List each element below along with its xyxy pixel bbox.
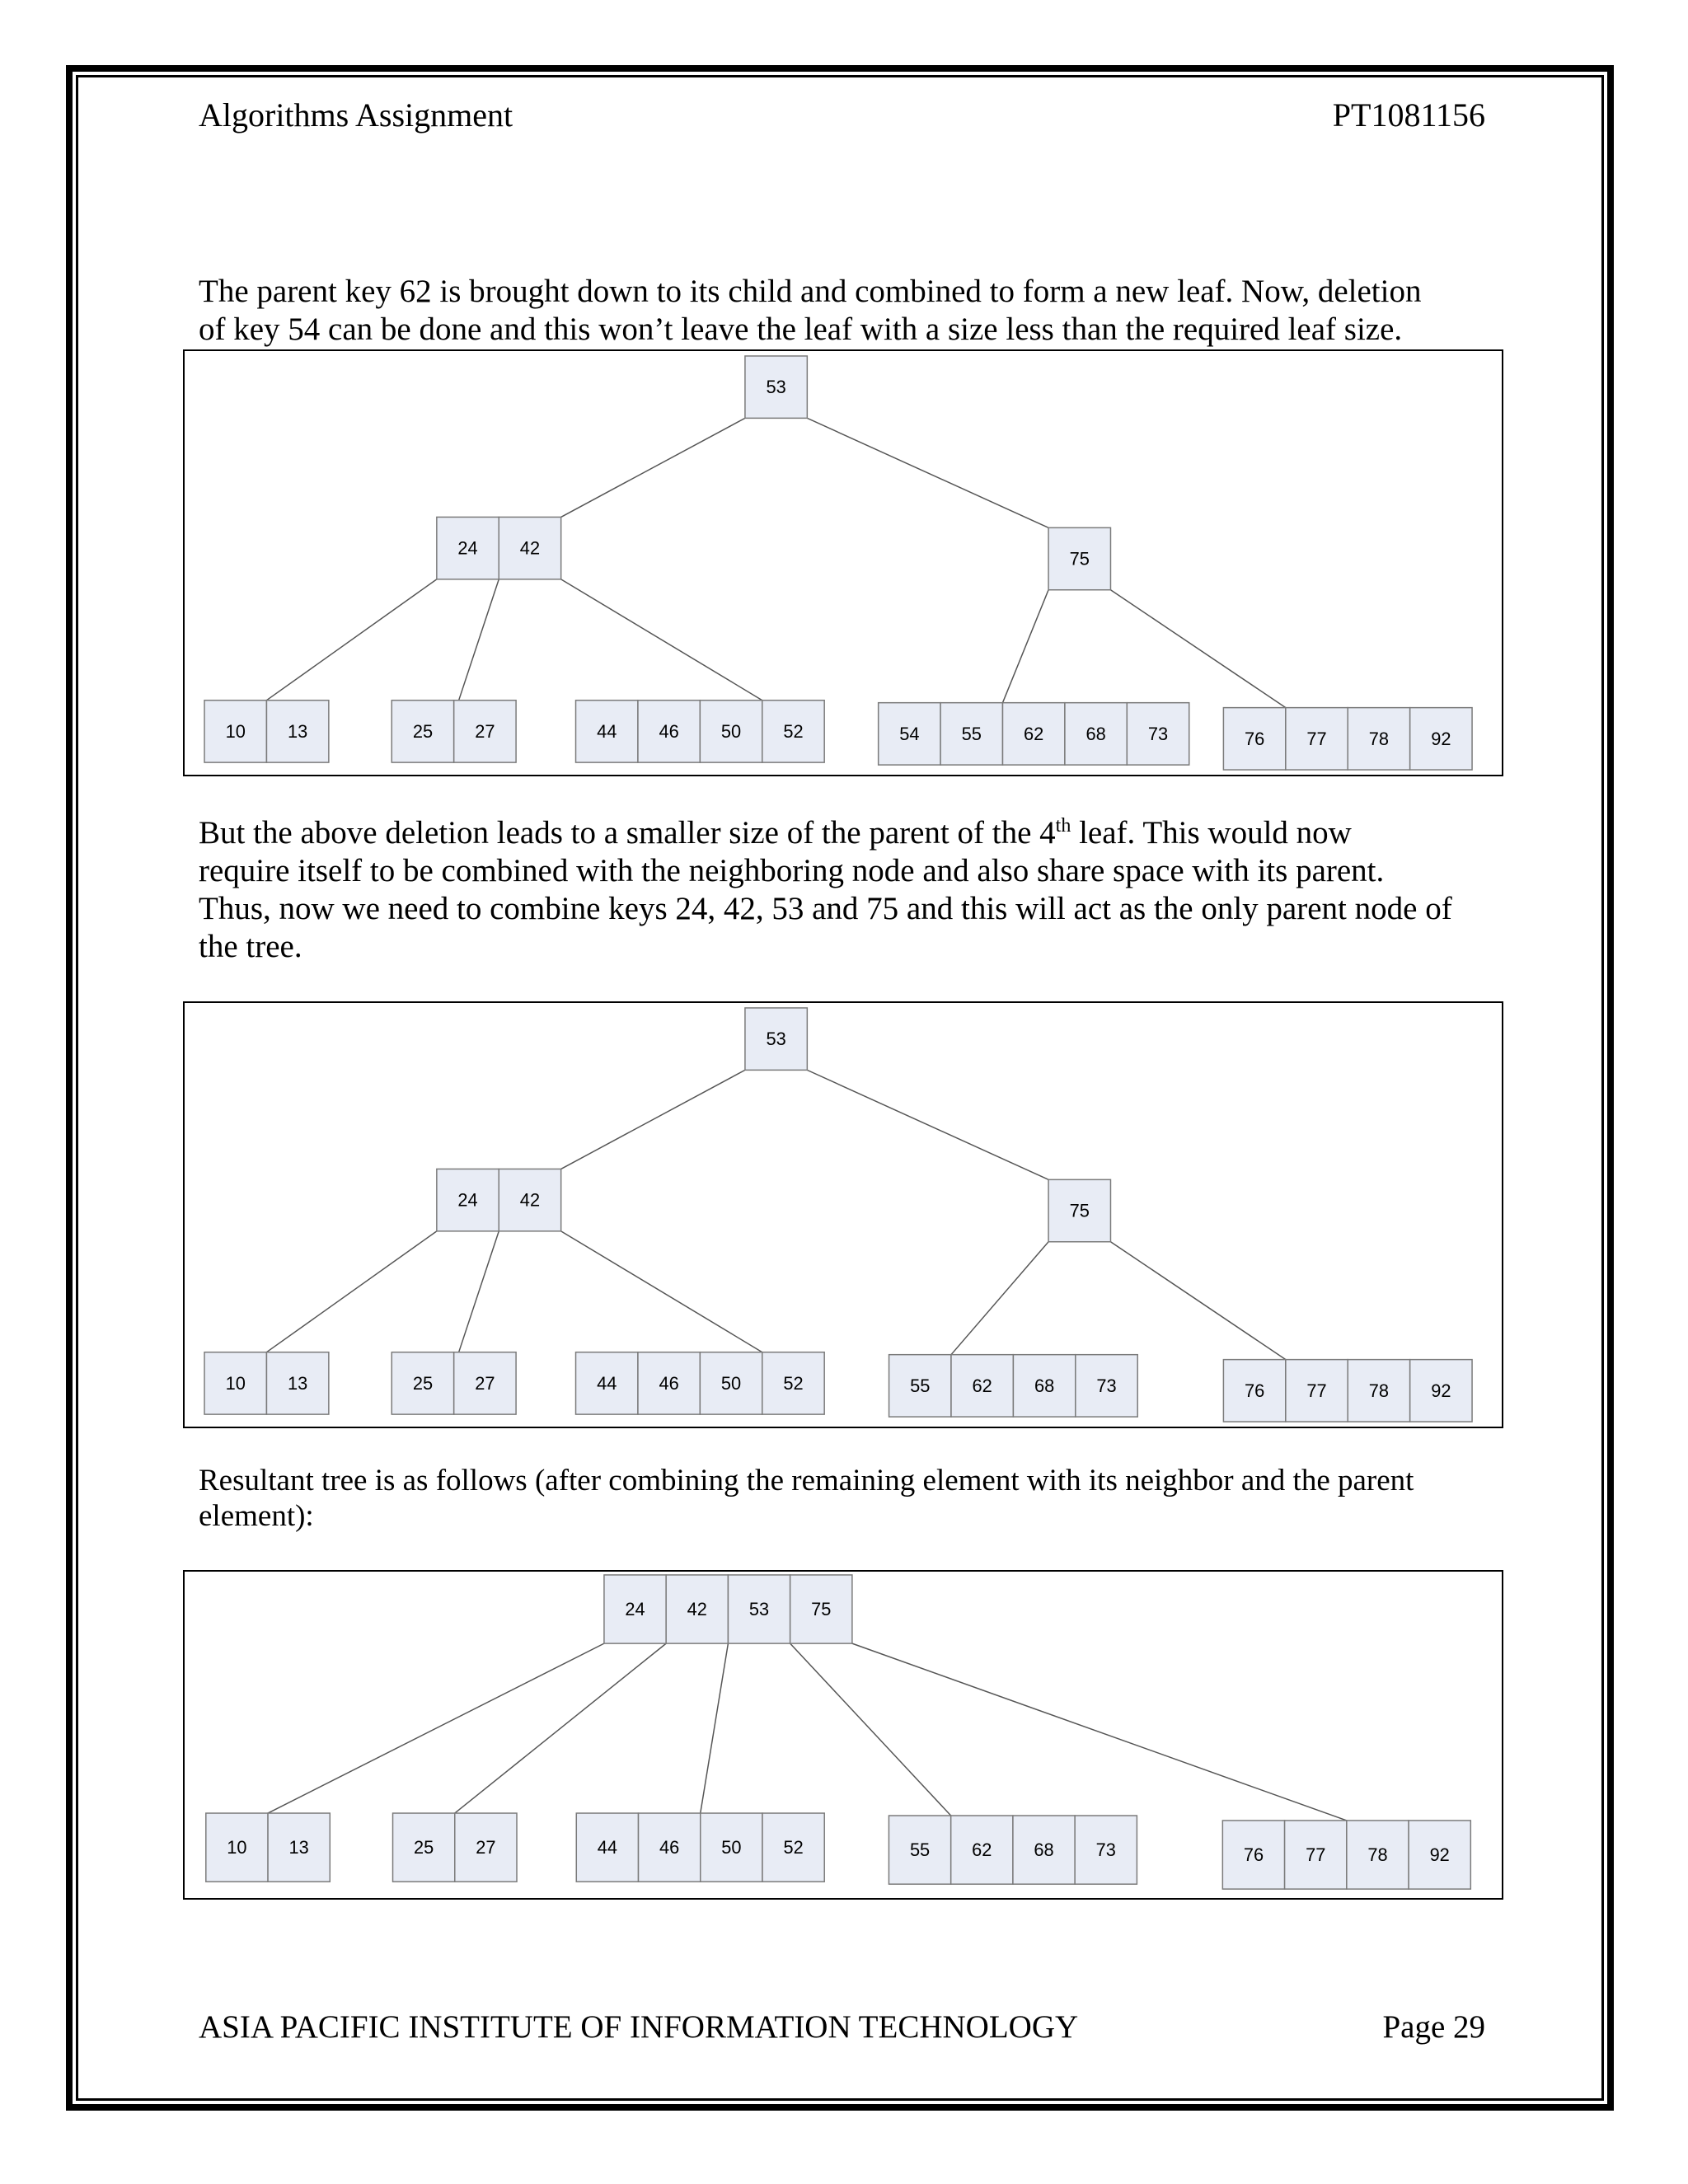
footer-page-number: Page 29 xyxy=(1382,2009,1485,2045)
key-label: 42 xyxy=(519,1189,541,1211)
btree-diagram-1 xyxy=(183,349,1503,776)
key-label: 46 xyxy=(659,720,679,742)
tree-edge xyxy=(1002,590,1048,703)
leaf-node xyxy=(1222,1821,1470,1889)
key-label: 55 xyxy=(909,1840,931,1861)
key-label: 44 xyxy=(597,1372,617,1394)
key-label: 76 xyxy=(1244,1380,1265,1401)
tree-edge xyxy=(266,579,436,701)
internal-node xyxy=(1048,1179,1110,1241)
key-label: 46 xyxy=(659,1372,679,1394)
leaf-node xyxy=(1223,1360,1472,1422)
leaf-node xyxy=(889,1816,1137,1884)
paragraph-2-line-3: Thus, now we need to combine keys 24, 42, 53 and 75 and this will act as the only parent node of xyxy=(199,891,1452,926)
btree-svg xyxy=(185,1572,1502,1898)
tree-edge xyxy=(561,1070,745,1169)
key-label: 53 xyxy=(766,1029,786,1050)
key-label: 92 xyxy=(1429,1844,1450,1866)
key-label: 27 xyxy=(475,720,495,742)
key-label: 92 xyxy=(1431,728,1451,749)
key-label: 13 xyxy=(288,720,308,742)
key-label: 78 xyxy=(1367,1844,1388,1866)
key-label: 10 xyxy=(225,1372,246,1394)
btree-svg xyxy=(185,351,1502,775)
leaf-node xyxy=(1223,708,1472,770)
key-label: 50 xyxy=(720,720,742,742)
key-label: 62 xyxy=(1024,723,1044,744)
key-label: 53 xyxy=(766,377,786,398)
leaf-node xyxy=(576,1352,825,1414)
leaf-node xyxy=(576,701,825,762)
key-label: 68 xyxy=(1034,1375,1055,1396)
tree-edges xyxy=(268,1643,1347,1821)
key-label: 73 xyxy=(1096,1375,1117,1396)
leaf-node xyxy=(206,1813,330,1882)
paragraph-1-line-2: of key 54 can be done and this won’t leave the leaf with a size less than the required leaf size. xyxy=(199,312,1403,347)
key-label: 54 xyxy=(899,723,920,744)
key-label: 44 xyxy=(597,1837,617,1858)
leaf-node xyxy=(392,701,516,762)
key-label: 78 xyxy=(1368,728,1390,749)
key-label: 27 xyxy=(475,1372,495,1394)
key-label: 76 xyxy=(1243,1844,1264,1866)
key-label: 24 xyxy=(457,1189,478,1211)
internal-node xyxy=(1048,527,1110,589)
key-label: 68 xyxy=(1034,1840,1054,1861)
paragraph-2-line-1-text-a: But the above deletion leads to a smaller size of the parent of the 4 xyxy=(199,815,1056,851)
key-label: 73 xyxy=(1095,1840,1116,1861)
paragraph-3 xyxy=(199,1463,1493,1534)
header-student-id: PT1081156 xyxy=(1332,96,1485,134)
key-label: 10 xyxy=(225,720,246,742)
key-label: 52 xyxy=(783,1372,804,1394)
root-node xyxy=(745,356,807,418)
leaf-node xyxy=(576,1813,824,1882)
paragraph-2-line-4: the tree. xyxy=(199,929,302,964)
paragraph-3-line-2: element): xyxy=(199,1499,314,1533)
root-node xyxy=(745,1008,807,1070)
internal-node xyxy=(437,1169,561,1230)
key-label: 25 xyxy=(414,1837,434,1858)
paragraph-1-line-1: The parent key 62 is brought down to its child and combined to form a new leaf. Now, deletion xyxy=(199,274,1422,309)
key-label: 53 xyxy=(748,1599,770,1620)
key-label: 77 xyxy=(1306,1380,1327,1401)
key-label: 75 xyxy=(1069,548,1090,569)
tree-edge xyxy=(1110,1242,1285,1360)
key-label: 13 xyxy=(288,1837,309,1858)
tree-edge xyxy=(268,1643,604,1813)
tree-edge xyxy=(951,1242,1048,1355)
key-label: 52 xyxy=(783,1837,804,1858)
root-node xyxy=(604,1575,852,1643)
key-label: 77 xyxy=(1306,728,1327,749)
tree-edge xyxy=(459,1231,499,1352)
paragraph-2-line-2: require itself to be combined with the neighboring node and also share space with its parent. xyxy=(199,853,1385,888)
tree-edge xyxy=(807,1070,1048,1179)
key-label: 75 xyxy=(811,1599,832,1620)
key-label: 73 xyxy=(1147,723,1169,744)
key-label: 62 xyxy=(972,1840,992,1861)
key-label: 27 xyxy=(476,1837,496,1858)
tree-edges xyxy=(266,418,1285,707)
paragraph-2-line-1 xyxy=(199,814,1493,852)
btree-svg xyxy=(185,1003,1502,1427)
key-label: 42 xyxy=(687,1599,707,1620)
key-label: 13 xyxy=(288,1372,308,1394)
leaf-node xyxy=(889,1355,1138,1417)
key-label: 46 xyxy=(659,1837,680,1858)
paragraph-2-superscript: th xyxy=(1055,815,1071,837)
key-label: 24 xyxy=(625,1599,645,1620)
leaf-node xyxy=(392,1352,516,1414)
key-label: 24 xyxy=(457,537,478,559)
internal-node xyxy=(437,517,561,579)
paragraph-3-line-1: Resultant tree is as follows (after combining the remaining element with its neighbor and the parent xyxy=(199,1464,1414,1497)
key-label: 52 xyxy=(783,720,804,742)
header-title: Algorithms Assignment xyxy=(199,96,513,134)
tree-edge xyxy=(266,1231,436,1352)
btree-diagram-3 xyxy=(183,1570,1503,1900)
key-label: 50 xyxy=(721,1837,742,1858)
leaf-node xyxy=(204,701,329,762)
key-label: 50 xyxy=(720,1372,742,1394)
leaf-node xyxy=(393,1813,517,1882)
paragraph-1 xyxy=(199,273,1493,349)
footer-institute: ASIA PACIFIC INSTITUTE OF INFORMATION TECHNOLOGY xyxy=(199,2009,1079,2045)
key-label: 76 xyxy=(1244,728,1265,749)
tree-edge xyxy=(1110,590,1285,708)
tree-edge xyxy=(459,579,499,701)
key-label: 25 xyxy=(412,1372,434,1394)
tree-edge xyxy=(701,1643,729,1813)
key-label: 25 xyxy=(412,720,434,742)
tree-edge xyxy=(455,1643,666,1813)
leaf-node xyxy=(204,1352,329,1414)
btree-diagram-2 xyxy=(183,1001,1503,1428)
leaf-node xyxy=(879,703,1189,765)
tree-edge xyxy=(790,1643,951,1816)
paragraph-2-line-1-text-b: leaf. This would now xyxy=(1071,815,1352,851)
tree-edge xyxy=(561,418,745,517)
key-label: 68 xyxy=(1085,723,1106,744)
tree-edge xyxy=(807,418,1048,527)
tree-edges xyxy=(266,1070,1285,1359)
key-label: 62 xyxy=(972,1375,992,1396)
key-label: 10 xyxy=(227,1837,247,1858)
tree-edge xyxy=(852,1643,1347,1821)
tree-edge xyxy=(561,579,762,701)
key-label: 44 xyxy=(597,720,617,742)
tree-edge xyxy=(561,1231,762,1352)
key-label: 42 xyxy=(519,537,541,559)
paragraph-2 xyxy=(199,814,1493,966)
key-label: 77 xyxy=(1306,1844,1326,1866)
key-label: 55 xyxy=(910,1375,931,1396)
key-label: 55 xyxy=(961,723,982,744)
key-label: 78 xyxy=(1368,1380,1390,1401)
key-label: 92 xyxy=(1431,1380,1451,1401)
key-label: 75 xyxy=(1069,1200,1090,1221)
